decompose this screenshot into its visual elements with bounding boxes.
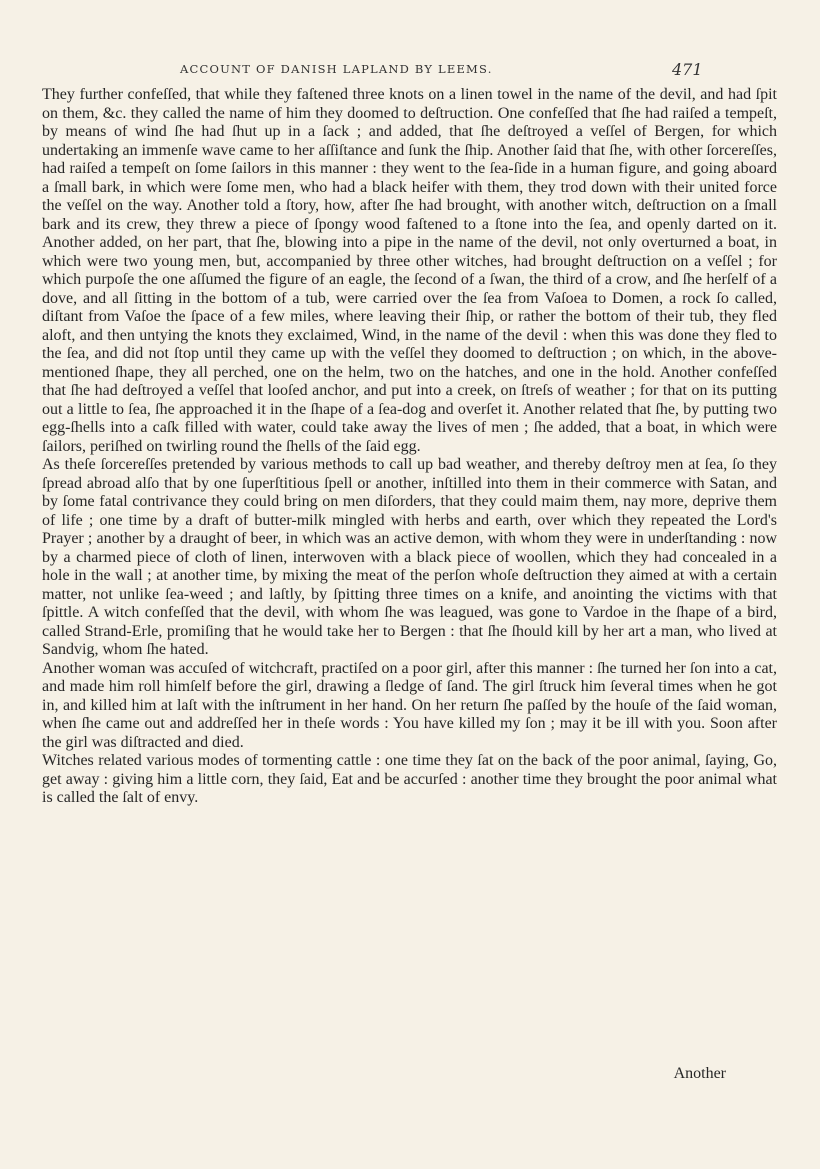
page-number: 471 <box>672 60 703 79</box>
paragraph-sorceresses-methods: As theſe ſorcereſſes pretended by various methods to call up bad weather, and thereby deſtroy men at ſea, ſo they ſpread abroad alſo that by one ſuperſtitious ſpell or another, inſtilled into them in their commerce with Satan, and by ſome fatal contrivance they could bring on men diſorders, that they could maim them, nay more, deprive them of life ; one time by a draft of butter-milk mingled with herbs and earth, over which they repeated the Lord's Prayer ; another by a draught of beer, in which was an active demon, with whom they were in underſtanding : now by a charmed piece of cloth of linen, interwoven with a black piece of woollen, which they had concealed in a hole in the wall ; at another time, by mixing the meat of the perſon whoſe deſtruction they aimed at with a certain matter, not unlike ſea-weed ; and laſtly, by ſpitting three times on a knife, and anointing the victims with that ſpittle. A witch confeſſed that the devil, with whom ſhe was leagued, was gone to Vardoe in the ſhape of a bird, called Strand-Erle, promiſing that he would take her to Bergen : that ſhe ſhould kill by her art a man, who lived at Sandvig, whom ſhe hated. <box>42 456 777 658</box>
paragraph-cat-sorcery: Another woman was accuſed of witchcraft, practiſed on a poor girl, after this manner : ſhe turned her ſon into a cat, and made him roll himſelf before the girl, drawing a ſledge of ſand. The girl ſtruck him ſeveral times when he got in, and killed him at laſt with the inſtrument in her hand. On her return ſhe paſſed by the houſe of the ſaid woman, when ſhe came out and addreſſed her in theſe words : You have killed my ſon ; may it be ill with you. Soon after the girl was diſtracted and died. <box>42 659 777 751</box>
paragraph-witch-confessions: They further confeſſed, that while they faſtened three knots on a linen towel in the name of the devil, and had ſpit on them, &c. they called the name of him they doomed to deſtruction. One confeſſed that ſhe had raiſed a tempeſt, by means of wind ſhe had ſhut up in a ſack ; and added, that ſhe deſtroyed a veſſel of Bergen, for which undertaking an immenſe wave came to her aſſiſtance and ſunk the ſhip. Another ſaid that ſhe, with other ſorcereſſes, had raiſed a tempeſt on ſome ſailors in this manner : they went to the ſea-ſide in a human figure, and going aboard a ſmall bark, in which were ſome men, who had a black heifer with them, they trod down with their united force the veſſel on the way. Another told a ſtory, how, after ſhe had brought, with another witch, deſtruction on a ſmall bark and its crew, they threw a piece of ſpongy wood faſtened to a ſtone into the ſea, and openly darted on it. Another added, on her part, that ſhe, blowing into a pipe in the name of the devil, not only overturned a boat, in which were two young men, but, accompanied by three other witches, had brought deſtruction on a veſſel ; for which purpoſe the one aſſumed the figure of an eagle, the ſecond of a ſwan, the third of a crow, and ſhe herſelf of a dove, and all ſitting in the bottom of a tub, were carried over the ſea from Vaſoea to Domen, a rock ſo called, diſtant from Vaſoe the ſpace of a few miles, where leaving their ſhip, or rather the bottom of their tub, they fled aloft, and then untying the knots they exclaimed, Wind, in the name of the devil : when this was done they fled to the ſea, and did not ſtop until they came up with the veſſel they doomed to deſtruction ; on which, in the above-mentioned ſhape, they all perched, one on the helm, two on the hatches, and one in the hold. Another confeſſed that ſhe had deſtroyed a veſſel that looſed anchor, and put into a creek, on ſtreſs of weather ; for that on its putting out a little to ſea, ſhe approached it in the ſhape of a ſea-dog and overſet it. Another related that ſhe, by putting two egg-ſhells into a caſk filled with water, could take away the lives of men ; ſhe added, that a boat, in which were ſailors, periſhed on twirling round the ſhells of the ſaid egg. <box>42 86 777 455</box>
running-head <box>0 60 820 84</box>
paragraph-tormenting-cattle: Witches related various modes of tormenting cattle : one time they ſat on the back of the poor animal, ſaying, Go, get away : giving him a little corn, they ſaid, Eat and be accurſed : another time they brought the poor animal what is called the ſalt of envy. <box>42 752 777 806</box>
body-text <box>42 86 777 808</box>
catchword: Another <box>673 1065 726 1082</box>
running-title: ACCOUNT OF DANISH LAPLAND BY LEEMS. <box>180 62 493 76</box>
